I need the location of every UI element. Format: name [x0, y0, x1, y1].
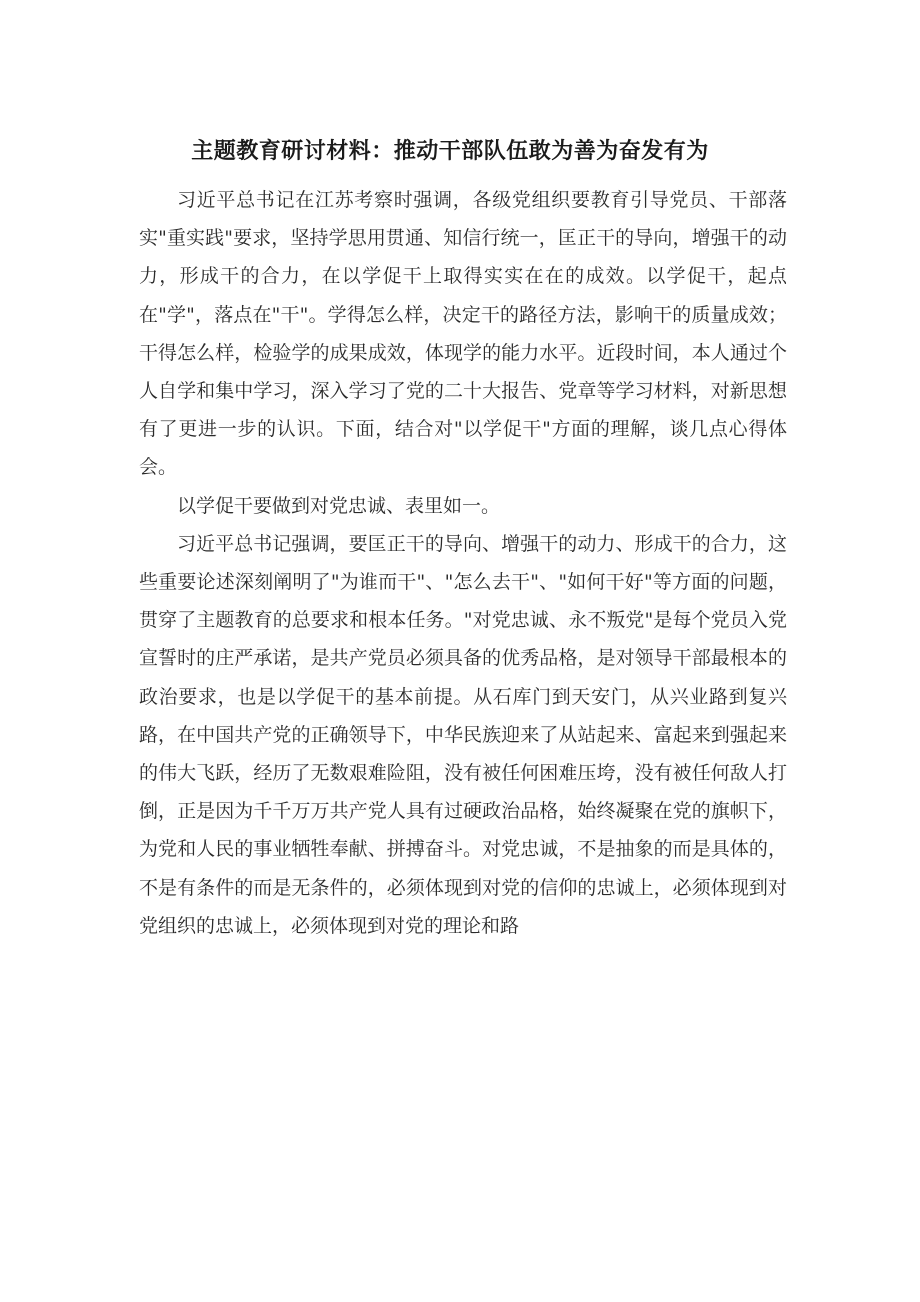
paragraph-loyalty: 习近平总书记强调，要匡正干的导向、增强干的动力、形成干的合力，这些重要论述深刻阐明了"为谁而干"、"怎么去干"、"如何干好"等方面的问题，贯穿了主题教育的总要求和根本任务。"对党忠诚、永不叛党"是每个党员入党宣誓时的庄严承诺，是共产党员必须具备的优秀品格，是对领导干部最根本的政治要求，也是以学促干的基本前提。从石库门到天安门，从兴业路到复兴路，在中国共产党的正确领导下，中华民族迎来了从站起来、富起来到强起来的伟大飞跃，经历了无数艰难险阻，没有被任何困难压垮，没有被任何敌人打倒，正是因为千千万万共产党人具有过硬政治品格，始终凝聚在党的旗帜下，为党和人民的事业牺牲奉献、拼搏奋斗。对党忠诚，不是抽象的而是具体的，不是有条件的而是无条件的，必须体现到对党的信仰的忠诚上，必须体现到对党组织的忠诚上，必须体现到对党的理论和路 — [139, 532, 787, 937]
section-heading: 以学促干要做到对党忠诚、表里如一。 — [177, 494, 501, 517]
document-body — [139, 181, 787, 945]
document-title: 主题教育研讨材料：推动干部队伍敢为善为奋发有为 — [191, 139, 709, 164]
paragraph-intro: 习近平总书记在江苏考察时强调，各级党组织要教育引导党员、干部落实"重实践"要求，坚持学思用贯通、知信行统一，匡正干的导向，增强干的动力，形成干的合力，在以学促干上取得实实在在的成效。以学促干，起点在"学"，落点在"干"。学得怎么样，决定干的路径方法，影响干的质量成效；干得怎么样，检验学的成果成效，体现学的能力水平。近段时间，本人通过个人自学和集中学习，深入学习了党的二十大报告、党章等学习材料，对新思想有了更进一步的认识。下面，结合对"以学促干"方面的理解，谈几点心得体会。 — [139, 189, 787, 479]
